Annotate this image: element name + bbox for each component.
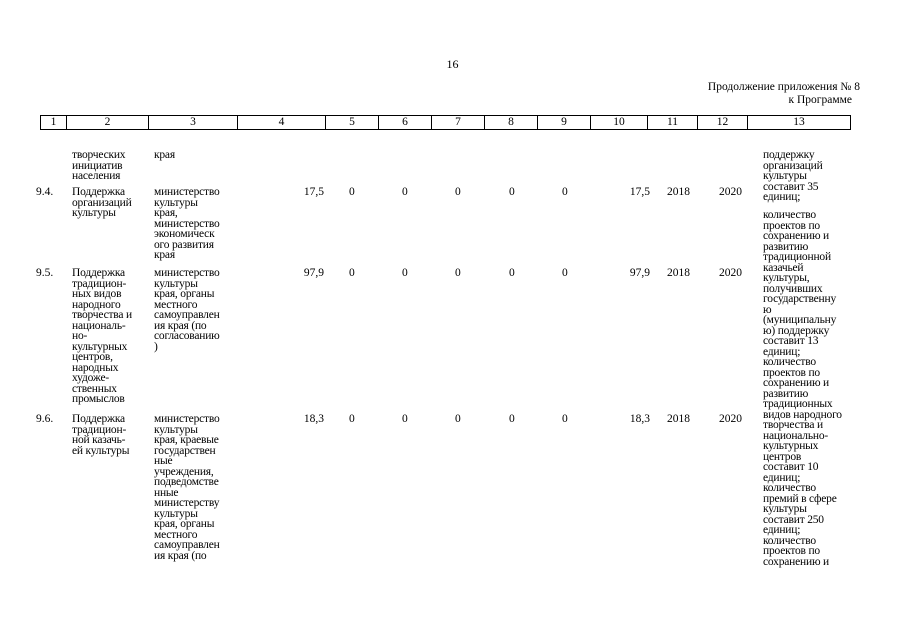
row-number: 9.4. (36, 186, 54, 198)
amount-col-8: 0 (509, 413, 515, 425)
amount-col-9: 0 (562, 413, 568, 425)
executor: министерство культуры края, органы местного самоуправлен ия края (по согласованию ) (154, 267, 220, 353)
header-col-12: 12 (698, 116, 748, 130)
start-year: 2018 (667, 413, 690, 425)
end-year: 2020 (719, 186, 742, 198)
amount-col-7: 0 (455, 186, 461, 198)
carry-result-text: поддержку организаций культуры составит 35 единиц; (763, 149, 823, 203)
amount-col-8: 0 (509, 186, 515, 198)
amount-col-5: 0 (349, 413, 355, 425)
amount-col-10: 18,3 (629, 413, 650, 425)
amount-col-10: 17,5 (629, 186, 650, 198)
amount-col-5: 0 (349, 267, 355, 279)
header-col-5: 5 (326, 116, 379, 130)
activity-name: Поддержка организаций культуры (72, 186, 132, 219)
row-number: 9.6. (36, 413, 54, 425)
carry-executor-text: края (154, 149, 175, 161)
activity-name: Поддержка традицион- ной казачь- ей культуры (72, 413, 130, 457)
amount-col-6: 0 (402, 186, 408, 198)
amount-col-6: 0 (402, 413, 408, 425)
end-year: 2020 (719, 413, 742, 425)
header-col-9: 9 (538, 116, 591, 130)
header-col-3: 3 (149, 116, 238, 130)
amount-col-6: 0 (402, 267, 408, 279)
header-col-8: 8 (485, 116, 538, 130)
header-col-6: 6 (379, 116, 432, 130)
amount-col-8: 0 (509, 267, 515, 279)
total-amount: 97,9 (303, 267, 324, 279)
result-indicators-text: количество проектов по сохранению и развитию традиционной казачьей культуры, получивших государственну ю (муниципальну ю) поддержку составит 13 единиц; количество проектов по сохранению и развитию традиционных видов народного творчества и национально- культурных центров составит 10 единиц; количество премий в сфере культуры составит 250 единиц; количество проектов по сохранению и (763, 209, 842, 568)
header-col-10: 10 (591, 116, 648, 130)
amount-col-7: 0 (455, 413, 461, 425)
header-col-4: 4 (238, 116, 326, 130)
start-year: 2018 (667, 186, 690, 198)
activity-name: Поддержка традицион- ных видов народного творчества и националь- но- культурных центров, народных художе- ственных промыслов (72, 267, 132, 405)
amount-col-9: 0 (562, 267, 568, 279)
amount-col-10: 97,9 (629, 267, 650, 279)
amount-col-7: 0 (455, 267, 461, 279)
amount-col-9: 0 (562, 186, 568, 198)
executor: министерство культуры края, министерство экономическ ого развития края (154, 186, 220, 261)
row-number: 9.5. (36, 267, 54, 279)
page-number: 16 (446, 57, 459, 71)
total-amount: 18,3 (303, 413, 324, 425)
end-year: 2020 (719, 267, 742, 279)
start-year: 2018 (667, 267, 690, 279)
header-col-1: 1 (41, 116, 67, 130)
executor: министерство культуры края, краевые государствен ные учреждения, подведомстве нные министерству культуры края, органы местного самоуправлен ия края (по (154, 413, 220, 562)
header-col-7: 7 (432, 116, 485, 130)
column-number-header (40, 115, 851, 130)
carry-name-text: творческих инициатив населения (72, 149, 126, 182)
appendix-line-2: к Программе (788, 94, 852, 106)
total-amount: 17,5 (303, 186, 324, 198)
amount-col-5: 0 (349, 186, 355, 198)
appendix-line-1: Продолжение приложения № 8 (707, 81, 860, 93)
header-col-13: 13 (748, 116, 851, 130)
header-col-2: 2 (67, 116, 149, 130)
appendix-caption (600, 81, 860, 107)
header-col-11: 11 (648, 116, 698, 130)
